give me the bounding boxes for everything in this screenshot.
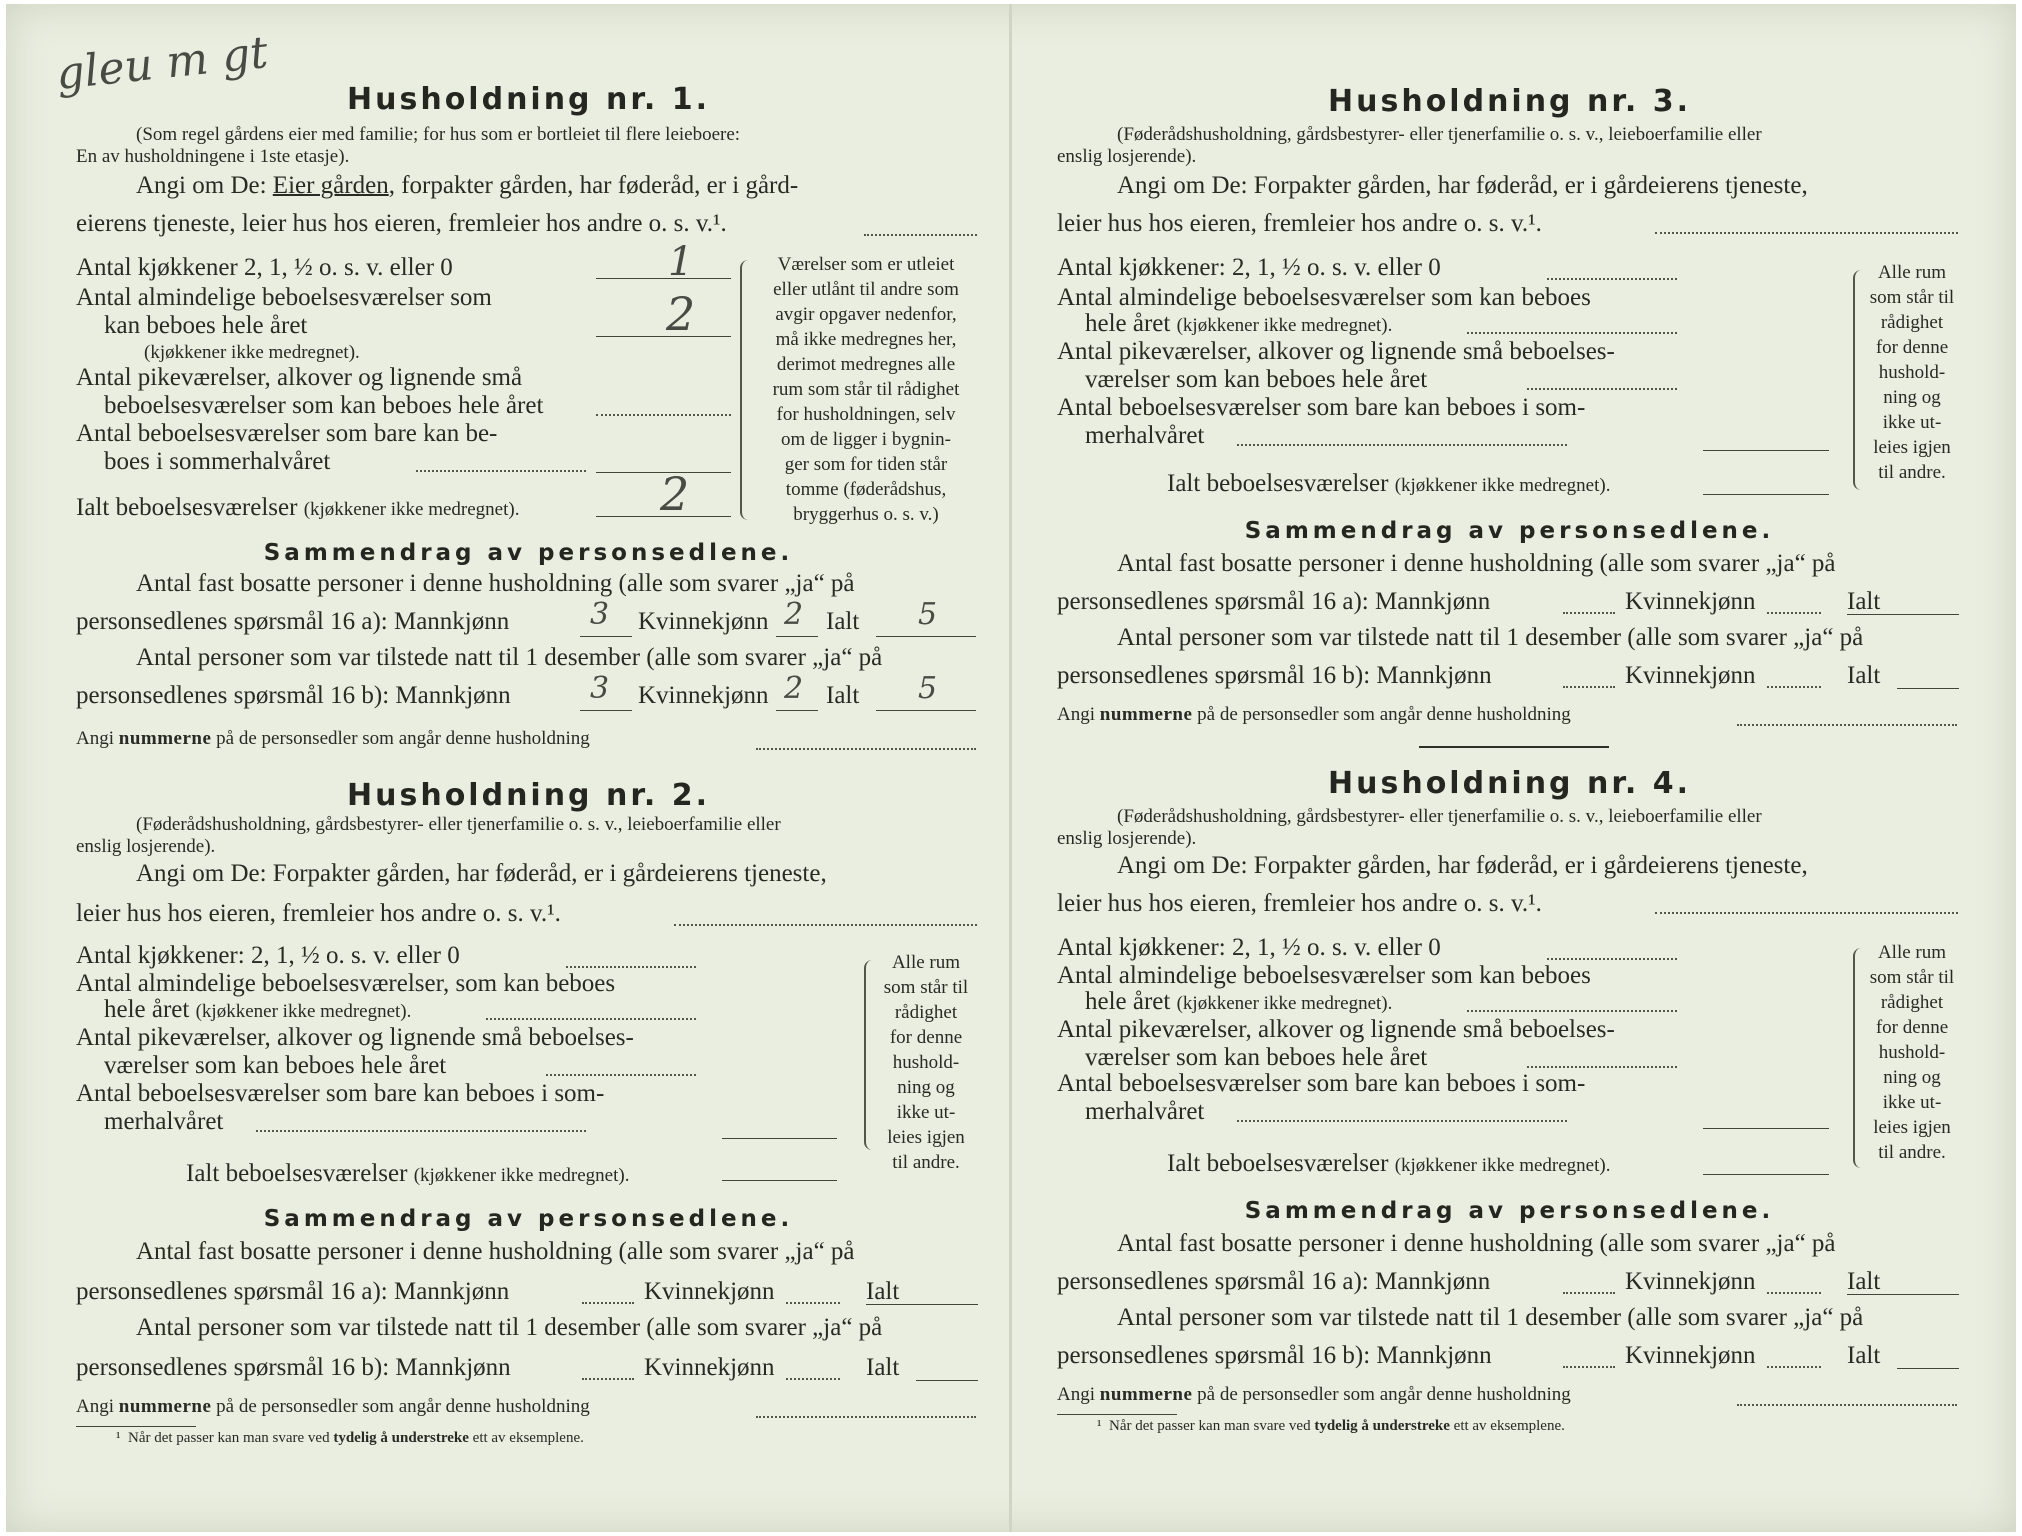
total-note: (kjøkkener ikke medregnet). [1394, 1155, 1611, 1176]
h4-girls-line-1: Antal pikeværelser, alkover og lignende små beboelses- [1057, 1016, 1615, 1043]
h1-fast-female-field[interactable] [776, 636, 818, 637]
h3-fast-female-label: Kvinnekjønn [1625, 588, 1756, 615]
h1-total-line [76, 494, 519, 522]
h2-total-line [186, 1160, 629, 1188]
footnote-text-b: tydelig å understreke [333, 1430, 469, 1446]
h4-summary-heading: Sammendrag av personsedlene. [1244, 1198, 1775, 1224]
h2-present-total-field[interactable] [916, 1380, 978, 1381]
h1-fast-total-label: Ialt [826, 608, 860, 635]
side-note-line: rådighet [1880, 312, 1944, 333]
total-label: Ialt beboelsesværelser [186, 1160, 408, 1187]
angi-word: Angi [76, 728, 119, 749]
rooms-l2b: (kjøkkener ikke medregnet). [1176, 315, 1393, 336]
h4-present-total-field[interactable] [1897, 1368, 1959, 1369]
h2-total-field[interactable] [722, 1180, 837, 1181]
h4-present-line-1: Antal personer som var tilstede natt til 1 desember (alle som svarer „ja“ på [1117, 1304, 1864, 1331]
h3-kitchens-field[interactable] [1547, 278, 1677, 280]
h1-present-total-label: Ialt [826, 682, 860, 709]
side-note-line: ikke ut- [896, 1102, 956, 1123]
handwritten-corner-note: gleu m gt [53, 27, 271, 100]
footnote-left [116, 1430, 584, 1447]
h3-girls-line-2: værelser som kan beboes hele året [1085, 366, 1428, 393]
h3-summer-dots [1237, 444, 1567, 446]
angi-dotted-line [864, 234, 977, 236]
nummerne-word: nummerne [118, 728, 212, 749]
household-3-angi-line-2: leier hus hos eieren, fremleier hos andre o. s. v.¹. [1057, 210, 1542, 237]
h4-summer-field[interactable] [1703, 1128, 1829, 1129]
h3-fast-line-1: Antal fast bosatte personer i denne husholdning (alle som svarer „ja“ på [1117, 550, 1836, 577]
h1-kitchens-value: 1 [668, 239, 694, 285]
h2-rooms-line-2 [104, 996, 411, 1024]
h1-rooms-line-3: (kjøkkener ikke medregnet). [144, 342, 360, 363]
h2-numbers-line [76, 1396, 590, 1418]
h1-fast-line-1: Antal fast bosatte personer i denne husholdning (alle som svarer „ja“ på [136, 570, 855, 597]
side-note-line: ning og [1883, 387, 1941, 408]
h1-total-value: 2 [660, 467, 690, 521]
household-4-note-line-2: enslig losjerende). [1057, 828, 1197, 849]
rooms-l2a: hele året [104, 996, 190, 1023]
footnote-text-c: ett av eksemplene. [468, 1430, 584, 1446]
side-note-line: leies igjen [887, 1127, 965, 1148]
side-note-line: som står til [883, 977, 969, 998]
side-note-line: ikke ut- [1882, 412, 1942, 433]
h1-present-male-value: 3 [590, 671, 610, 706]
section-divider [1419, 746, 1609, 748]
h4-summer-line-1: Antal beboelsesværelser som bare kan beboes i som- [1057, 1070, 1586, 1097]
h1-numbers-field[interactable] [756, 748, 976, 750]
angi-word: Angi [1057, 1384, 1100, 1405]
h2-summary-heading: Sammendrag av personsedlene. [263, 1206, 794, 1232]
h2-summer-field[interactable] [722, 1138, 837, 1139]
side-note-line: for husholdningen, selv [776, 404, 956, 425]
h2-present-line-2: personsedlenes spørsmål 16 b): Mannkjønn [76, 1354, 511, 1381]
numbers-text: på de personsedler som angår denne husholdning [1192, 1384, 1571, 1405]
h1-present-female-field[interactable] [776, 710, 818, 711]
h1-girls-line-1: Antal pikeværelser, alkover og lignende små [76, 364, 523, 391]
h2-side-brace [864, 960, 876, 1150]
page-fold [1009, 4, 1012, 1532]
h2-fast-male-field[interactable] [582, 1302, 634, 1304]
side-note-line: tomme (føderådshus, [785, 479, 947, 500]
h1-present-line-2: personsedlenes spørsmål 16 b): Mannkjønn [76, 682, 511, 709]
h4-girls-field[interactable] [1527, 1066, 1677, 1068]
footnote-right [1097, 1418, 1565, 1435]
side-note-line: ning og [1883, 1067, 1941, 1088]
h1-rooms-value: 2 [666, 287, 696, 341]
h4-fast-female-label: Kvinnekjønn [1625, 1268, 1756, 1295]
household-2-angi-line-1: Angi om De: Forpakter gården, har føderåd, er i gårdeierens tjeneste, [136, 860, 827, 887]
h3-rooms-line-1: Antal almindelige beboelsesværelser som kan beboes [1057, 284, 1591, 311]
h4-kitchens-label: Antal kjøkkener: 2, 1, ½ o. s. v. eller 0 [1057, 934, 1441, 961]
h2-kitchens-label: Antal kjøkkener: 2, 1, ½ o. s. v. eller 0 [76, 942, 460, 969]
side-note-line: hushold- [1878, 1042, 1946, 1063]
side-note-line: leies igjen [1873, 437, 1951, 458]
side-note-line: for denne [1875, 337, 1949, 358]
h1-fast-line-2: personsedlenes spørsmål 16 a): Mannkjønn [76, 608, 510, 635]
h1-present-female-value: 2 [784, 671, 804, 706]
household-3-note-line-2: enslig losjerende). [1057, 146, 1197, 167]
right-page [1057, 4, 1962, 1532]
nummerne-word: nummerne [1099, 1384, 1193, 1405]
h1-summer-dots [416, 470, 586, 472]
nummerne-word: nummerne [118, 1396, 212, 1417]
side-note-line: må ikke medregnes her, [775, 329, 957, 350]
h2-summer-dots [256, 1130, 586, 1132]
numbers-text: på de personsedler som angår denne husholdning [211, 728, 590, 749]
household-3-note-line-1: (Føderådshusholdning, gårdsbestyrer- eller tjenerfamilie o. s. v., leieboerfamilie eller [1117, 124, 1762, 145]
h3-present-line-2: personsedlenes spørsmål 16 b): Mannkjønn [1057, 662, 1492, 689]
h4-fast-male-field[interactable] [1563, 1292, 1615, 1294]
total-label: Ialt beboelsesværelser [76, 494, 298, 521]
angi-rest: , forpakter gården, har føderåd, er i gård- [388, 172, 799, 199]
h3-girls-line-1: Antal pikeværelser, alkover og lignende små beboelses- [1057, 338, 1615, 365]
h3-kitchens-label: Antal kjøkkener: 2, 1, ½ o. s. v. eller 0 [1057, 254, 1441, 281]
h4-present-female-field[interactable] [1767, 1366, 1821, 1368]
total-note: (kjøkkener ikke medregnet). [303, 499, 520, 520]
household-4-heading: Husholdning nr. 4. [1328, 766, 1691, 801]
h3-total-field[interactable] [1703, 494, 1829, 495]
h3-present-total-field[interactable] [1897, 688, 1959, 689]
side-note-line: om de ligger i bygnin- [781, 429, 951, 450]
h2-girls-line-1: Antal pikeværelser, alkover og lignende små beboelses- [76, 1024, 634, 1051]
side-note-line: som står til [1869, 967, 1955, 988]
footnote-mark: ¹ [1097, 1418, 1102, 1434]
side-note-line: derimot medregnes alle [776, 354, 956, 375]
h4-present-female-label: Kvinnekjønn [1625, 1342, 1756, 1369]
h4-numbers-field[interactable] [1737, 1404, 1957, 1406]
nummerne-word: nummerne [1099, 704, 1193, 725]
h1-present-male-field[interactable] [580, 710, 632, 711]
h1-side-brace [740, 260, 752, 520]
side-note-line: Alle rum [1877, 942, 1947, 963]
h4-summer-line-2: merhalvåret [1085, 1098, 1205, 1125]
household-3-heading: Husholdning nr. 3. [1328, 84, 1691, 119]
h1-kitchens-field[interactable] [596, 278, 731, 279]
h1-fast-female-value: 2 [784, 597, 804, 632]
side-note-line: rum som står til rådighet [772, 379, 960, 400]
rooms-l2a: hele året [1085, 988, 1171, 1015]
h3-girls-field[interactable] [1527, 388, 1677, 390]
h2-summer-line-1: Antal beboelsesværelser som bare kan beboes i som- [76, 1080, 605, 1107]
h3-fast-line-2: personsedlenes spørsmål 16 a): Mannkjønn [1057, 588, 1491, 615]
h3-summer-field[interactable] [1703, 450, 1829, 451]
h3-rooms-field[interactable] [1467, 332, 1677, 334]
h1-fast-total-value: 5 [918, 597, 938, 632]
h2-girls-field[interactable] [546, 1074, 696, 1076]
h3-present-female-field[interactable] [1767, 686, 1821, 688]
numbers-text: på de personsedler som angår denne husholdning [1192, 704, 1571, 725]
h3-present-line-1: Antal personer som var tilstede natt til 1 desember (alle som svarer „ja“ på [1117, 624, 1864, 651]
h4-fast-total-label: Ialt [1847, 1268, 1881, 1295]
footnote-text-a: Når det passer kan man svare ved [1109, 1418, 1315, 1434]
h4-present-total-label: Ialt [1847, 1342, 1881, 1369]
h3-numbers-field[interactable] [1737, 724, 1957, 726]
footnote-text-a: Når det passer kan man svare ved [128, 1430, 334, 1446]
h4-fast-line-2: personsedlenes spørsmål 16 a): Mannkjønn [1057, 1268, 1491, 1295]
h4-present-male-field[interactable] [1563, 1366, 1615, 1368]
h2-fast-female-label: Kvinnekjønn [644, 1278, 775, 1305]
h2-fast-line-2: personsedlenes spørsmål 16 a): Mannkjønn [76, 1278, 510, 1305]
h4-side-note [1862, 940, 1962, 1165]
household-1-note-line-1: (Som regel gårdens eier med familie; for hus som er bortleiet til flere leieboere: [136, 124, 741, 145]
h3-fast-total-label: Ialt [1847, 588, 1881, 615]
h2-girls-line-2: værelser som kan beboes hele året [104, 1052, 447, 1079]
h4-total-field[interactable] [1703, 1174, 1829, 1175]
side-note-line: for denne [889, 1027, 963, 1048]
h1-summer-line-2: boes i sommerhalvåret [104, 448, 331, 475]
h2-side-note [876, 950, 976, 1175]
h3-present-total-label: Ialt [1847, 662, 1881, 689]
h2-summer-line-2: merhalvåret [104, 1108, 224, 1135]
side-note-line: ikke ut- [1882, 1092, 1942, 1113]
angi-word: Angi [1057, 704, 1100, 725]
h1-rooms-line-2: kan beboes hele året [104, 312, 308, 339]
side-note-line: til andre. [1878, 1142, 1946, 1163]
h1-present-female-label: Kvinnekjønn [638, 682, 769, 709]
h1-fast-male-value: 3 [590, 597, 610, 632]
household-1-heading: Husholdning nr. 1. [347, 82, 710, 117]
h2-rooms-line-1: Antal almindelige beboelsesværelser, som kan beboes [76, 970, 616, 997]
side-note-line: hushold- [1878, 362, 1946, 383]
census-form-sheet [6, 4, 2016, 1532]
h2-present-line-1: Antal personer som var tilstede natt til 1 desember (alle som svarer „ja“ på [136, 1314, 883, 1341]
left-page [76, 4, 981, 1532]
side-note-line: som står til [1869, 287, 1955, 308]
numbers-text: på de personsedler som angår denne husholdning [211, 1396, 590, 1417]
h2-present-male-field[interactable] [582, 1378, 634, 1380]
h1-fast-total-field[interactable] [876, 636, 976, 637]
household-1-note-line-2: En av husholdningene i 1ste etasje). [76, 146, 350, 167]
h4-present-line-2: personsedlenes spørsmål 16 b): Mannkjønn [1057, 1342, 1492, 1369]
h2-present-female-field[interactable] [786, 1378, 840, 1380]
footnote-text-b: tydelig å understreke [1314, 1418, 1450, 1434]
side-note-line: for denne [1875, 1017, 1949, 1038]
h1-girls-field[interactable] [596, 414, 731, 416]
side-note-line: leies igjen [1873, 1117, 1951, 1138]
h4-rooms-line-1: Antal almindelige beboelsesværelser som kan beboes [1057, 962, 1591, 989]
h3-angi-dotted-line[interactable] [1655, 232, 1958, 234]
side-note-line: avgir opgaver nedenfor, [775, 304, 957, 325]
h1-side-note [756, 252, 976, 527]
h1-summary-heading: Sammendrag av personsedlene. [263, 540, 794, 566]
h4-angi-dotted-line[interactable] [1655, 912, 1958, 914]
h1-fast-male-field[interactable] [580, 636, 632, 637]
h3-fast-total-field[interactable] [1847, 614, 1959, 615]
footnote-rule-left [76, 1426, 196, 1427]
h2-present-total-label: Ialt [866, 1354, 900, 1381]
rooms-l2a: hele året [1085, 310, 1171, 337]
h3-total-line [1167, 470, 1610, 498]
footnote-rule-right [1057, 1414, 1177, 1415]
household-4-angi-line-1: Angi om De: Forpakter gården, har føderåd, er i gårdeierens tjeneste, [1117, 852, 1808, 879]
side-note-line: ger som for tiden står [784, 454, 948, 475]
total-note: (kjøkkener ikke medregnet). [1394, 475, 1611, 496]
household-4-angi-line-2: leier hus hos eieren, fremleier hos andre o. s. v.¹. [1057, 890, 1542, 917]
side-note-line: hushold- [892, 1052, 960, 1073]
h4-rooms-field[interactable] [1467, 1010, 1677, 1012]
h2-fast-total-label: Ialt [866, 1278, 900, 1305]
h1-kitchens-label: Antal kjøkkener 2, 1, ½ o. s. v. eller 0 [76, 254, 453, 281]
footnote-mark: ¹ [116, 1430, 121, 1446]
h3-summer-line-1: Antal beboelsesværelser som bare kan beboes i som- [1057, 394, 1586, 421]
h4-fast-line-1: Antal fast bosatte personer i denne husholdning (alle som svarer „ja“ på [1117, 1230, 1836, 1257]
household-2-note-line-1: (Føderådshusholdning, gårdsbestyrer- eller tjenerfamilie o. s. v., leieboerfamilie eller [136, 814, 781, 835]
side-note-line: bryggerhus o. s. v.) [793, 504, 939, 525]
side-note-line: Alle rum [891, 952, 961, 973]
h4-rooms-line-2 [1085, 988, 1392, 1016]
household-1-angi-line-1 [136, 172, 798, 200]
h4-fast-female-field[interactable] [1767, 1292, 1821, 1294]
h3-side-note [1862, 260, 1962, 485]
household-1-angi-line-2: eierens tjeneste, leier hus hos eieren, fremleier hos andre o. s. v.¹. [76, 210, 727, 237]
angi-word: Angi [76, 1396, 119, 1417]
h2-fast-line-1: Antal fast bosatte personer i denne husholdning (alle som svarer „ja“ på [136, 1238, 855, 1265]
side-note-line: Alle rum [1877, 262, 1947, 283]
eier-garden-underlined[interactable]: Eier gården [272, 172, 389, 199]
h1-summer-line-1: Antal beboelsesværelser som bare kan be- [76, 420, 498, 447]
h4-total-line [1167, 1150, 1610, 1178]
household-3-angi-line-1: Angi om De: Forpakter gården, har føderåd, er i gårdeierens tjeneste, [1117, 172, 1808, 199]
footnote-text-c: ett av eksemplene. [1449, 1418, 1565, 1434]
total-label: Ialt beboelsesværelser [1167, 470, 1389, 497]
h1-present-line-1: Antal personer som var tilstede natt til 1 desember (alle som svarer „ja“ på [136, 644, 883, 671]
h4-numbers-line [1057, 1384, 1571, 1406]
side-note-line: rådighet [1880, 992, 1944, 1013]
side-note-line: til andre. [1878, 462, 1946, 483]
household-2-angi-line-2: leier hus hos eieren, fremleier hos andre o. s. v.¹. [76, 900, 561, 927]
h3-numbers-line [1057, 704, 1571, 726]
h2-angi-dotted-line[interactable] [674, 924, 977, 926]
h4-kitchens-field[interactable] [1547, 958, 1677, 960]
rooms-l2b: (kjøkkener ikke medregnet). [1176, 993, 1393, 1014]
h3-present-male-field[interactable] [1563, 686, 1615, 688]
h3-fast-male-field[interactable] [1563, 612, 1615, 614]
rooms-l2b: (kjøkkener ikke medregnet). [195, 1001, 412, 1022]
h1-rooms-field[interactable] [596, 336, 731, 337]
h3-summary-heading: Sammendrag av personsedlene. [1244, 518, 1775, 544]
h3-summer-line-2: merhalvåret [1085, 422, 1205, 449]
side-note-line: ning og [897, 1077, 955, 1098]
h2-rooms-field[interactable] [486, 1018, 696, 1020]
side-note-line: rådighet [894, 1002, 958, 1023]
h3-fast-female-field[interactable] [1767, 612, 1821, 614]
h2-fast-female-field[interactable] [786, 1302, 840, 1304]
h2-fast-total-field[interactable] [866, 1304, 978, 1305]
h2-present-female-label: Kvinnekjønn [644, 1354, 775, 1381]
h1-girls-line-2: beboelsesværelser som kan beboes hele året [104, 392, 544, 419]
total-note: (kjøkkener ikke medregnet). [413, 1165, 630, 1186]
household-2-heading: Husholdning nr. 2. [347, 778, 710, 813]
household-4-note-line-1: (Føderådshusholdning, gårdsbestyrer- eller tjenerfamilie o. s. v., leieboerfamilie eller [1117, 806, 1762, 827]
h4-girls-line-2: værelser som kan beboes hele året [1085, 1044, 1428, 1071]
h3-present-female-label: Kvinnekjønn [1625, 662, 1756, 689]
side-note-line: til andre. [892, 1152, 960, 1173]
side-note-line: eller utlånt til andre som [773, 279, 959, 300]
h2-kitchens-field[interactable] [566, 966, 696, 968]
total-label: Ialt beboelsesværelser [1167, 1150, 1389, 1177]
h4-fast-total-field[interactable] [1847, 1294, 1959, 1295]
h1-fast-female-label: Kvinnekjønn [638, 608, 769, 635]
side-note-line: Værelser som er utleiet [777, 254, 955, 275]
h1-rooms-line-1: Antal almindelige beboelsesværelser som [76, 284, 492, 311]
h3-rooms-line-2 [1085, 310, 1392, 338]
h4-summer-dots [1237, 1120, 1567, 1122]
household-2-note-line-2: enslig losjerende). [76, 836, 216, 857]
h2-numbers-field[interactable] [756, 1416, 976, 1418]
h1-present-total-value: 5 [918, 671, 938, 706]
angi-prefix: Angi om De: [136, 172, 273, 199]
h1-numbers-line [76, 728, 590, 750]
h1-present-total-field[interactable] [876, 710, 976, 711]
